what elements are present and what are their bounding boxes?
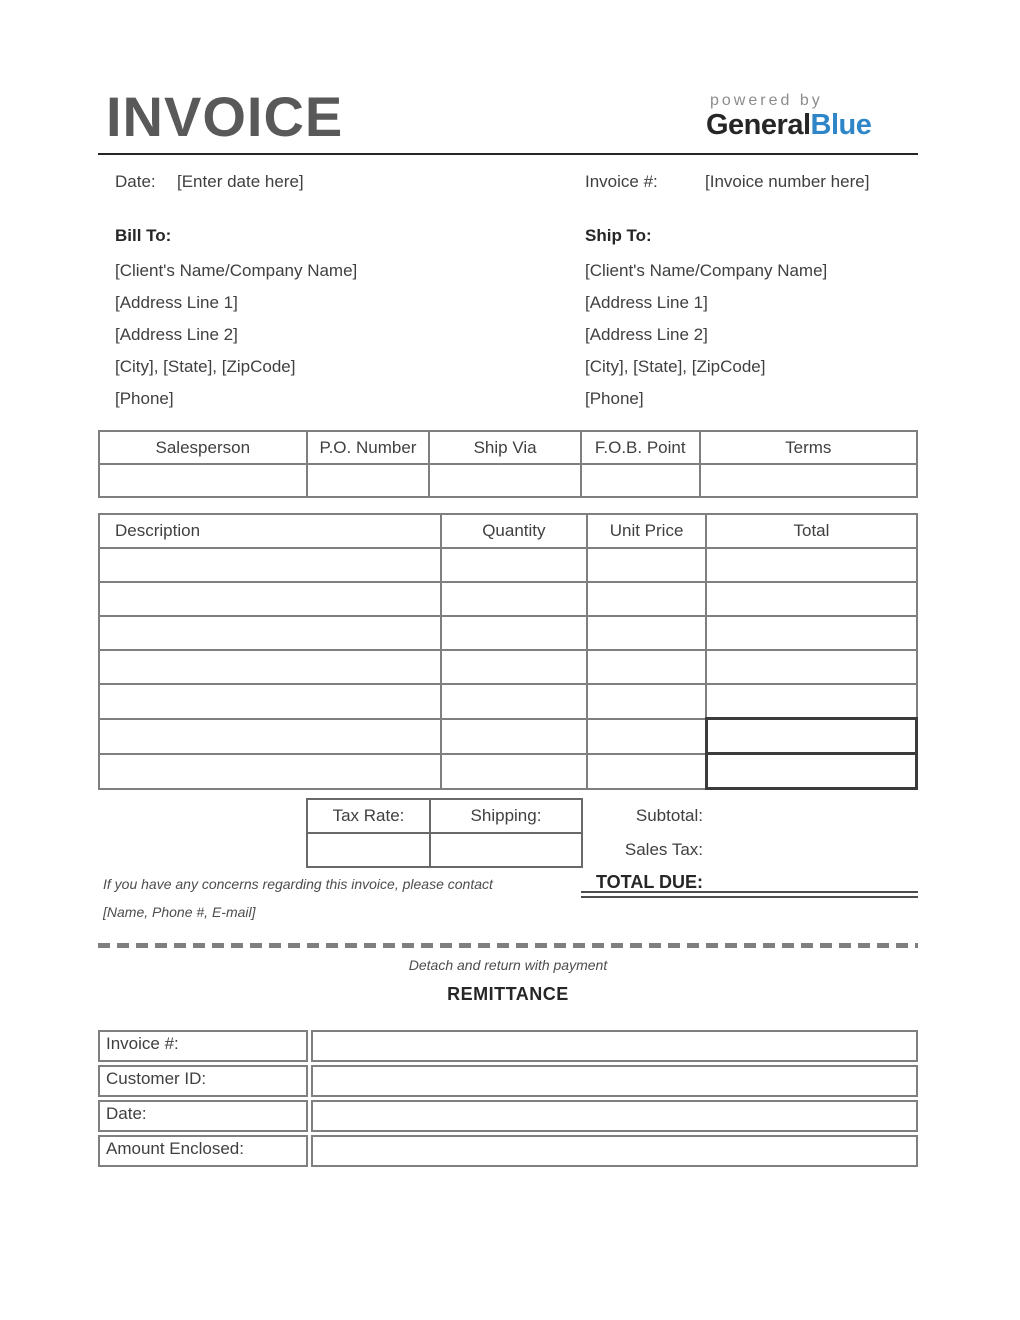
invoice-number-placeholder-field[interactable]: [Invoice number here]: [705, 172, 870, 191]
bill-to-address1-field[interactable]: [Address Line 1]: [115, 293, 238, 312]
brand-name-general: General: [706, 108, 811, 141]
remit-customer-id-label: Customer ID:: [98, 1065, 308, 1097]
ship-to-section: [585, 226, 827, 415]
order-info-header-row: [99, 431, 917, 464]
items-cell[interactable]: [99, 719, 441, 754]
order-info-value-row: [99, 464, 917, 497]
salesperson-header: Salesperson: [99, 431, 307, 464]
tax-shipping-header-row: [307, 799, 582, 833]
bill-to-city-state-zip-field[interactable]: [City], [State], [ZipCode]: [115, 357, 296, 376]
tax-shipping-table: [306, 798, 583, 868]
items-cell[interactable]: [99, 754, 441, 789]
salesperson-cell[interactable]: [99, 464, 307, 497]
items-cell[interactable]: [441, 582, 587, 616]
remittance-heading: REMITTANCE: [447, 984, 569, 1004]
detach-dashed-divider: [98, 943, 918, 948]
remit-amount-enclosed-label: Amount Enclosed:: [98, 1135, 308, 1167]
items-row: [99, 719, 917, 754]
remit-invoice-number-label: Invoice #:: [98, 1030, 308, 1062]
ship-to-lines: [585, 255, 827, 415]
sales-tax-label: Sales Tax:: [624, 840, 703, 859]
contact-note-line1: If you have any concerns regarding this invoice, please contact: [103, 876, 493, 892]
ship-to-city-state-zip-field[interactable]: [City], [State], [ZipCode]: [585, 357, 766, 376]
items-cell[interactable]: [441, 548, 587, 582]
bill-to-phone-field[interactable]: [Phone]: [115, 389, 174, 408]
invoice-number-label: Invoice #:: [585, 172, 658, 191]
items-cell[interactable]: [441, 650, 587, 684]
tax-rate-label: Tax Rate:: [307, 799, 430, 833]
po-number-header: P.O. Number: [307, 431, 430, 464]
items-cell[interactable]: [99, 650, 441, 684]
shipping-label: Shipping:: [430, 799, 582, 833]
items-cell[interactable]: [441, 616, 587, 650]
bill-to-address2-field[interactable]: [Address Line 2]: [115, 325, 238, 344]
items-row: [99, 650, 917, 684]
items-cell[interactable]: [99, 548, 441, 582]
items-row: [99, 548, 917, 582]
tax-shipping-value-row: [307, 833, 582, 867]
items-table-body: [99, 548, 917, 789]
date-label: Date:: [115, 172, 156, 191]
items-cell[interactable]: [587, 719, 707, 754]
items-header-row: [99, 514, 917, 548]
fob-point-header: F.O.B. Point: [581, 431, 700, 464]
remittance-row: [98, 1100, 918, 1132]
items-row: [99, 616, 917, 650]
items-cell[interactable]: [706, 548, 916, 582]
remit-date-cell[interactable]: [311, 1100, 918, 1132]
remit-invoice-number-cell[interactable]: [311, 1030, 918, 1062]
ship-to-address1-field[interactable]: [Address Line 1]: [585, 293, 708, 312]
meta-row: [98, 172, 918, 196]
total-header: Total: [706, 514, 916, 548]
items-cell[interactable]: [587, 754, 707, 789]
page-content: [98, 0, 918, 1320]
items-cell[interactable]: [587, 650, 707, 684]
items-cell[interactable]: [441, 754, 587, 789]
powered-by-text: powered by: [710, 92, 823, 109]
terms-cell[interactable]: [700, 464, 917, 497]
items-row: [99, 582, 917, 616]
quantity-header: Quantity: [441, 514, 587, 548]
items-cell[interactable]: [441, 684, 587, 719]
total-due-double-underline: [581, 891, 918, 898]
remittance-table: [98, 1030, 918, 1167]
ship-via-cell[interactable]: [429, 464, 581, 497]
items-cell[interactable]: [587, 684, 707, 719]
ship-to-phone-field[interactable]: [Phone]: [585, 389, 644, 408]
remit-amount-enclosed-cell[interactable]: [311, 1135, 918, 1167]
description-header: Description: [99, 514, 441, 548]
remit-customer-id-cell[interactable]: [311, 1065, 918, 1097]
line-items-table: [98, 513, 918, 790]
items-cell[interactable]: [99, 684, 441, 719]
ship-to-address2-field[interactable]: [Address Line 2]: [585, 325, 708, 344]
total-due-label: TOTAL DUE:: [596, 872, 703, 892]
detach-note: Detach and return with payment: [408, 957, 608, 973]
terms-header: Terms: [700, 431, 917, 464]
remittance-row: [98, 1065, 918, 1097]
fob-point-cell[interactable]: [581, 464, 700, 497]
items-row: [99, 684, 917, 719]
remit-date-label: Date:: [98, 1100, 308, 1132]
shipping-cell[interactable]: [430, 833, 582, 867]
items-cell[interactable]: [441, 719, 587, 754]
bill-to-client-name-field[interactable]: [Client's Name/Company Name]: [115, 261, 358, 280]
subtotal-label: Subtotal:: [635, 806, 703, 825]
ship-to-heading: Ship To:: [585, 226, 652, 245]
date-placeholder-field[interactable]: [Enter date here]: [177, 172, 304, 191]
items-cell[interactable]: [587, 582, 707, 616]
tax-rate-cell[interactable]: [307, 833, 430, 867]
remittance-row: [98, 1030, 918, 1062]
header-divider: [98, 153, 918, 155]
items-cell[interactable]: [587, 548, 707, 582]
items-cell[interactable]: [99, 616, 441, 650]
brand-name-blue: Blue: [810, 108, 872, 141]
items-cell[interactable]: [99, 582, 441, 616]
po-number-cell[interactable]: [307, 464, 430, 497]
remittance-row: [98, 1135, 918, 1167]
unit-price-header: Unit Price: [587, 514, 707, 548]
items-row: [99, 754, 917, 789]
bill-to-section: [115, 226, 357, 415]
ship-via-header: Ship Via: [429, 431, 581, 464]
items-cell[interactable]: [706, 754, 916, 789]
bill-to-lines: [115, 255, 357, 415]
order-info-table: [98, 430, 918, 498]
items-cell[interactable]: [706, 719, 916, 754]
contact-note-line2-field[interactable]: [Name, Phone #, E-mail]: [103, 904, 256, 920]
items-cell[interactable]: [706, 650, 916, 684]
items-cell[interactable]: [587, 616, 707, 650]
brand-name: [706, 110, 871, 142]
items-cell[interactable]: [706, 616, 916, 650]
brand-logo: [706, 92, 871, 141]
bill-to-heading: Bill To:: [115, 226, 172, 245]
items-cell[interactable]: [706, 582, 916, 616]
items-cell[interactable]: [706, 684, 916, 719]
page-title: INVOICE: [106, 85, 344, 148]
ship-to-client-name-field[interactable]: [Client's Name/Company Name]: [585, 261, 828, 280]
